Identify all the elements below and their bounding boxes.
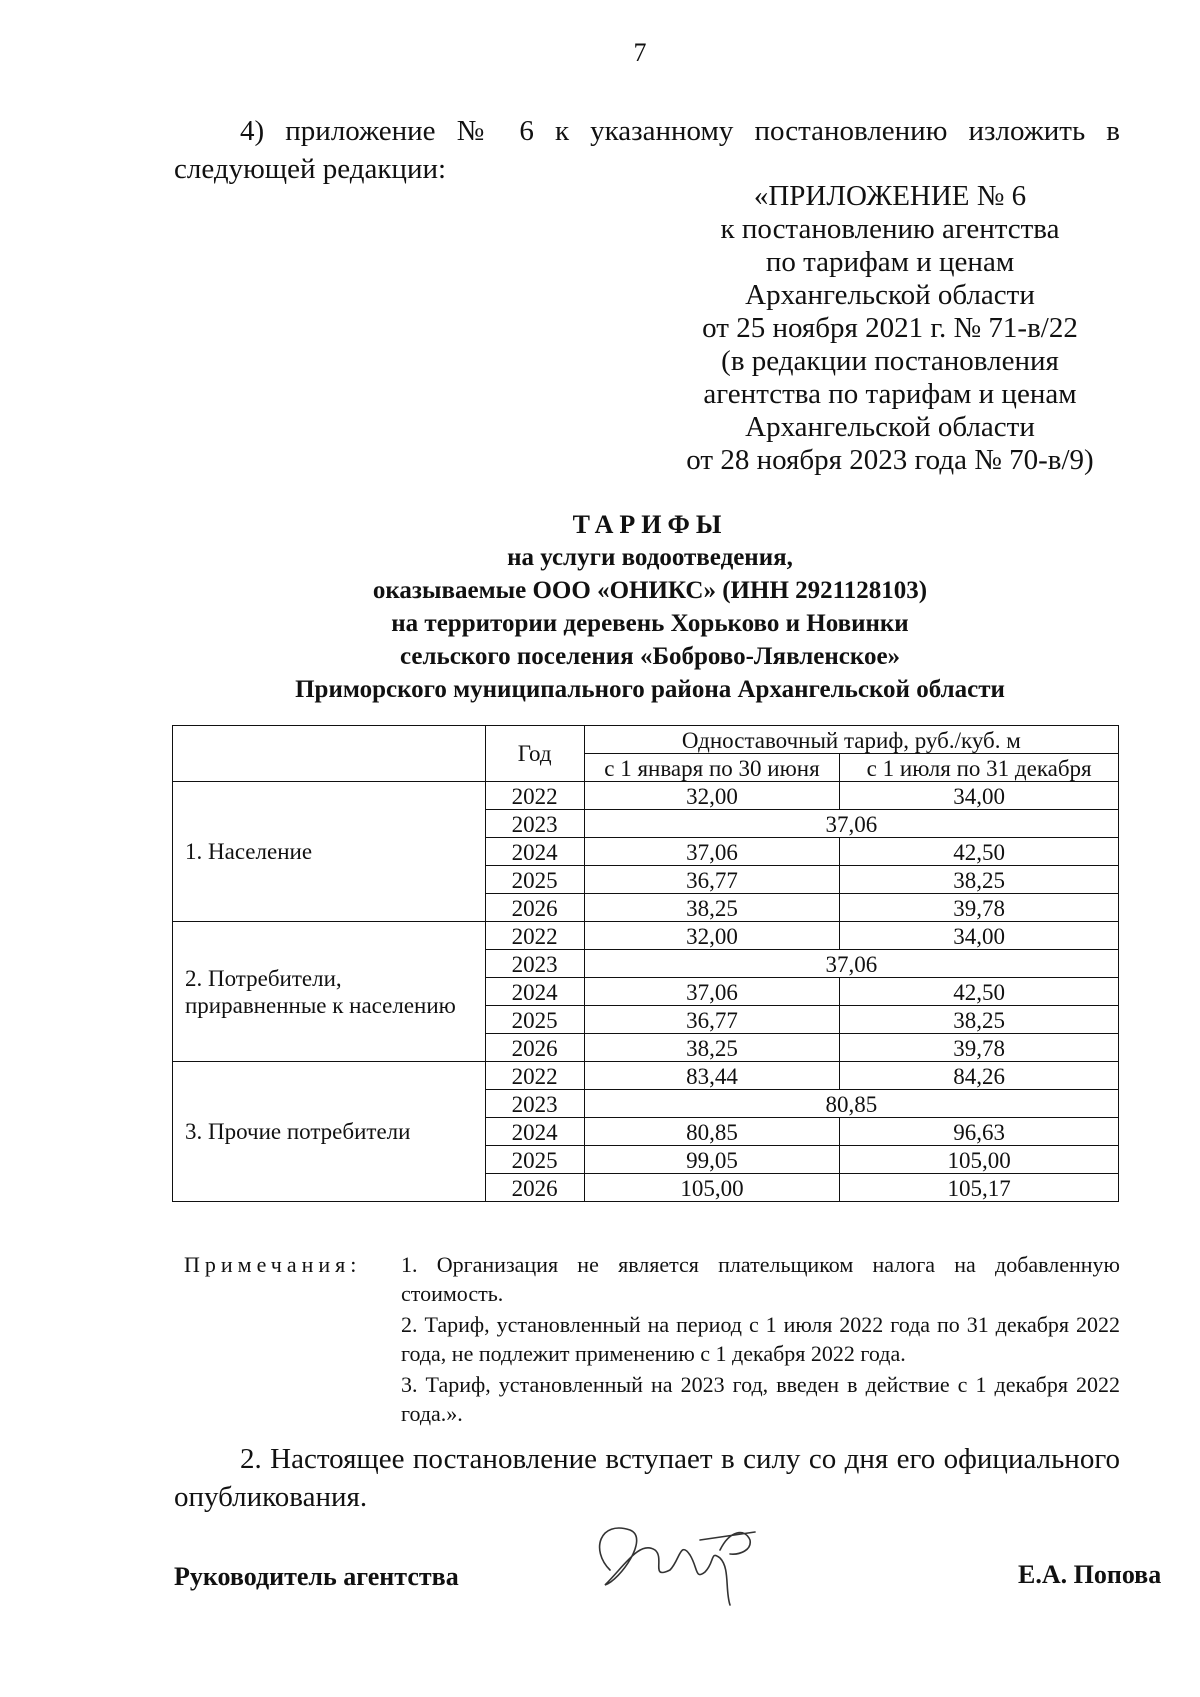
page-number: 7 xyxy=(633,38,647,67)
tariff-value: 38,25 xyxy=(584,894,840,922)
tariff-table xyxy=(172,725,1119,1202)
category-cell: 3. Прочие потребители xyxy=(173,1062,486,1202)
tariff-value: 34,00 xyxy=(840,922,1119,950)
table-row xyxy=(173,922,1119,950)
document-title xyxy=(170,508,1130,706)
tariff-value: 105,17 xyxy=(840,1174,1119,1202)
tariff-value: 80,85 xyxy=(584,1118,840,1146)
year-cell: 2024 xyxy=(485,978,584,1006)
tariff-value: 38,25 xyxy=(840,866,1119,894)
tariff-value: 42,50 xyxy=(840,838,1119,866)
tariff-header: Одноставочный тариф, руб./куб. м xyxy=(584,726,1118,754)
category-cell: 2. Потребители, приравненные к населению xyxy=(173,922,486,1062)
tariff-value: 36,77 xyxy=(584,1006,840,1034)
tariff-value: 80,85 xyxy=(584,1090,1118,1118)
tariff-value: 37,06 xyxy=(584,838,840,866)
tariff-value: 34,00 xyxy=(840,782,1119,810)
period-2-header: с 1 июля по 31 декабря xyxy=(840,754,1119,782)
appendix-line: по тарифам и ценам xyxy=(765,246,1015,278)
year-cell: 2022 xyxy=(485,782,584,810)
notes-list xyxy=(401,1250,1120,1430)
year-cell: 2023 xyxy=(485,810,584,838)
tariff-value: 96,63 xyxy=(840,1118,1119,1146)
year-cell: 2023 xyxy=(485,1090,584,1118)
year-cell: 2024 xyxy=(485,1118,584,1146)
closing-paragraph: 2. Настоящее постановление вступает в силу со дня его официального опубликования. xyxy=(174,1443,1120,1513)
tariff-value: 83,44 xyxy=(584,1062,840,1090)
tariff-value: 105,00 xyxy=(840,1146,1119,1174)
tariff-value: 36,77 xyxy=(584,866,840,894)
note-item: 1. Организация не является плательщиком налога на добавленную стоимость. xyxy=(401,1252,1120,1306)
tariff-value: 37,06 xyxy=(584,978,840,1006)
year-cell: 2026 xyxy=(485,894,584,922)
header-blank-cell xyxy=(173,726,486,782)
handwritten-signature xyxy=(580,1510,780,1610)
title-line: на услуги водоотведения, xyxy=(507,544,793,571)
appendix-line: агентства по тарифам и ценам xyxy=(703,378,1077,410)
appendix-line: от 28 ноября 2023 года № 70-в/9) xyxy=(686,444,1094,476)
year-cell: 2025 xyxy=(485,1006,584,1034)
tariff-value: 99,05 xyxy=(584,1146,840,1174)
appendix-line: Архангельской области xyxy=(745,279,1035,311)
appendix-line: от 25 ноября 2021 г. № 71-в/22 xyxy=(702,312,1078,344)
table-header-row xyxy=(173,726,1119,754)
appendix-line: «ПРИЛОЖЕНИЕ № 6 xyxy=(753,180,1027,212)
year-cell: 2025 xyxy=(485,866,584,894)
tariff-value: 39,78 xyxy=(840,1034,1119,1062)
year-header: Год xyxy=(485,726,584,782)
tariff-value: 32,00 xyxy=(584,782,840,810)
signatory-name: Е.А. Попова xyxy=(1018,1560,1162,1589)
tariff-value: 38,25 xyxy=(584,1034,840,1062)
tariff-value: 42,50 xyxy=(840,978,1119,1006)
tariff-value: 37,06 xyxy=(584,950,1118,978)
appendix-line: Архангельской области xyxy=(745,411,1035,443)
table-row xyxy=(173,782,1119,810)
year-cell: 2025 xyxy=(485,1146,584,1174)
category-cell: 1. Население xyxy=(173,782,486,922)
note-item: 3. Тариф, установленный на 2023 год, введен в действие с 1 декабря 2022 года.». xyxy=(401,1372,1120,1426)
title-line: оказываемые ООО «ОНИКС» (ИНН 2921128103) xyxy=(372,577,928,604)
appendix-header xyxy=(640,180,1140,477)
year-cell: 2023 xyxy=(485,950,584,978)
period-1-header: с 1 января по 30 июня xyxy=(584,754,840,782)
tariff-value: 38,25 xyxy=(840,1006,1119,1034)
tariff-value: 105,00 xyxy=(584,1174,840,1202)
year-cell: 2026 xyxy=(485,1174,584,1202)
title-line: на территории деревень Хорьково и Новинки xyxy=(391,610,909,637)
tariff-value: 32,00 xyxy=(584,922,840,950)
year-cell: 2024 xyxy=(485,838,584,866)
note-item: 2. Тариф, установленный на период с 1 июля 2022 года по 31 декабря 2022 года, не подлежит применению с 1 декабря 2022 года. xyxy=(401,1312,1120,1366)
title-line: Приморского муниципального района Архангельской области xyxy=(295,676,1005,703)
title-line: сельского поселения «Боброво-Лявленское» xyxy=(399,643,901,670)
appendix-line: к постановлению агентства xyxy=(720,213,1060,245)
notes-label: Примечания: xyxy=(184,1252,362,1277)
table-row xyxy=(173,1062,1119,1090)
tariff-value: 84,26 xyxy=(840,1062,1119,1090)
year-cell: 2026 xyxy=(485,1034,584,1062)
signatory-title: Руководитель агентства xyxy=(174,1562,459,1591)
tariff-value: 39,78 xyxy=(840,894,1119,922)
intro-paragraph: 4) приложение № 6 к указанному постановлению изложить в следующей редакции: xyxy=(174,115,1120,185)
tariff-value: 37,06 xyxy=(584,810,1118,838)
appendix-line: (в редакции постановления xyxy=(721,345,1059,377)
year-cell: 2022 xyxy=(485,922,584,950)
year-cell: 2022 xyxy=(485,1062,584,1090)
title-main: ТАРИФЫ xyxy=(572,510,728,539)
